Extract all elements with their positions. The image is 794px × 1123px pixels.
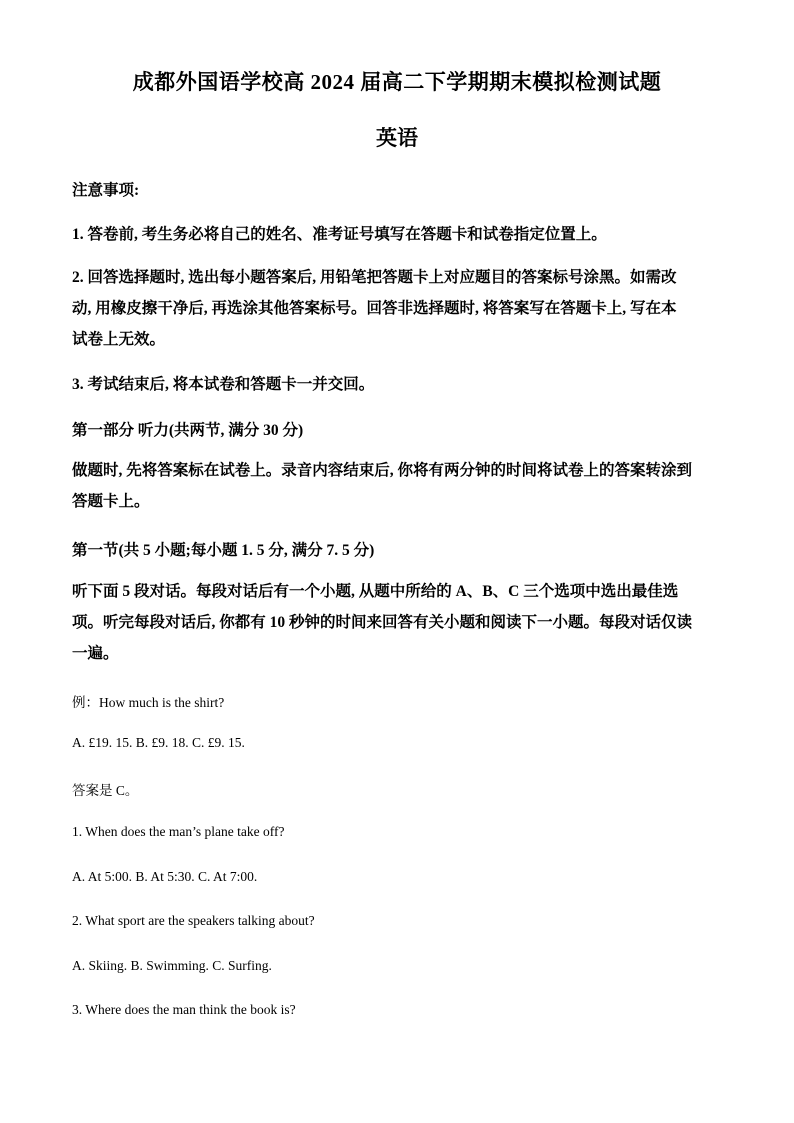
notice-item-2-line: 动, 用橡皮擦干净后, 再选涂其他答案标号。回答非选择题时, 将答案写在答题卡上, 写在本 (72, 300, 677, 317)
part1-heading: 第一部分 听力(共两节, 满分 30 分) (72, 422, 304, 439)
question-1: 1. When does the man’s plane take off? (72, 824, 285, 839)
notice-item-3: 3. 考试结束后, 将本试卷和答题卡一并交回。 (72, 376, 375, 393)
section1-intro-line: 项。听完每段对话后, 你都有 10 秒钟的时间来回答有关小题和阅读下一小题。每段对话仅读 (72, 614, 693, 631)
part1-intro-line: 做题时, 先将答案标在试卷上。录音内容结束后, 你将有两分钟的时间将试卷上的答案转涂到 (72, 462, 693, 479)
example-question: 例：How much is the shirt? (72, 695, 225, 710)
notice-item-1: 1. 答卷前, 考生务必将自己的姓名、准考证号填写在答题卡和试卷指定位置上。 (72, 226, 607, 243)
part1-intro-line: 答题卡上。 (72, 493, 150, 510)
section1-heading: 第一节(共 5 小题;每小题 1. 5 分, 满分 7. 5 分) (72, 542, 375, 559)
notice-item-2-line: 试卷上无效。 (72, 331, 166, 348)
question-2: 2. What sport are the speakers talking about? (72, 913, 315, 928)
example-answer: 答案是 C。 (72, 783, 139, 798)
section1-intro (72, 576, 724, 669)
question-1-options: A. At 5:00. B. At 5:30. C. At 7:00. (72, 869, 258, 884)
question-3: 3. Where does the man think the book is? (72, 1002, 296, 1017)
example-options: A. £19. 15. B. £9. 18. C. £9. 15. (72, 735, 245, 750)
part1-intro (72, 455, 724, 517)
question-2-options: A. Skiing. B. Swimming. C. Surfing. (72, 958, 272, 973)
section1-intro-line: 一遍。 (72, 645, 119, 662)
section1-intro-line: 听下面 5 段对话。每段对话后有一个小题, 从题中所给的 A、B、C 三个选项中选出最佳选 (72, 583, 679, 600)
notice-heading: 注意事项: (72, 182, 140, 199)
notice-item-2-line: 2. 回答选择题时, 选出每小题答案后, 用铅笔把答题卡上对应题目的答案标号涂黑。如需改 (72, 269, 677, 286)
page-title: 成都外国语学校高 2024 届高二下学期期末模拟检测试题 (132, 70, 662, 94)
notice-item-2 (72, 262, 724, 355)
subject-title: 英语 (376, 126, 418, 150)
